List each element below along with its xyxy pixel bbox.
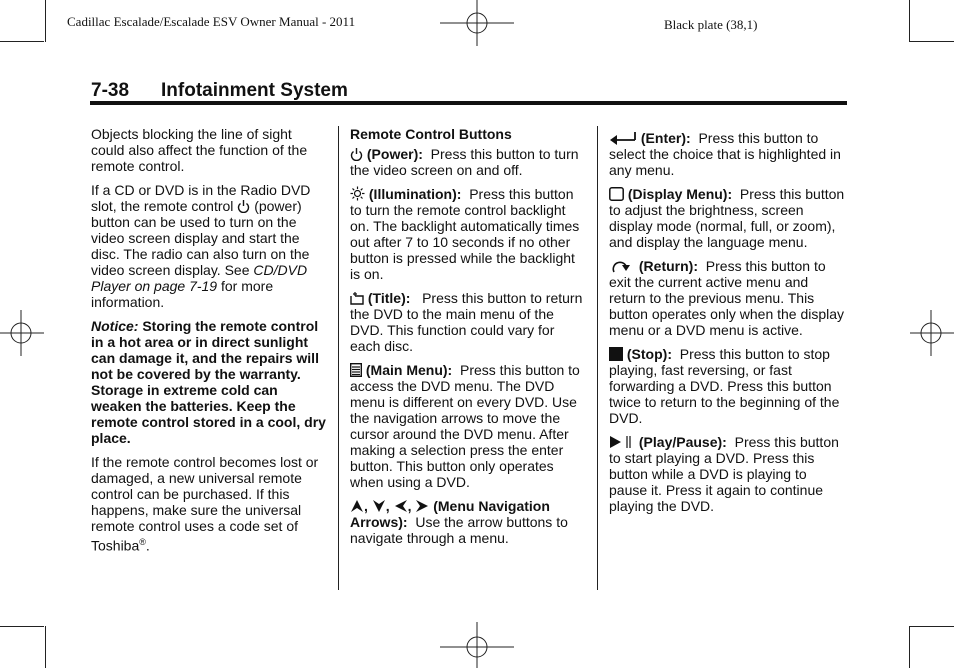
- text: (power) button can be used to turn on the video screen display and start the disc. The radio can also turn on the video screen display. See: [91, 198, 310, 278]
- text: Press this button to start playing a DVD. Press this button while a DVD is playing to pause it. Press it again to continue playing the DVD.: [609, 434, 839, 514]
- registration-mark-left: [0, 310, 44, 356]
- main-menu-label: (Main Menu):: [365, 362, 453, 378]
- return-label: (Return):: [638, 258, 698, 274]
- column-3: [609, 130, 845, 522]
- text: Press this button to adjust the brightness, screen display mode (normal, full, or zoom), and display the language menu.: [609, 186, 845, 250]
- cross-reference-link[interactable]: CD/DVD Player on page 7-19: [91, 262, 308, 294]
- text: Press this button to turn the remote control backlight on. The backlight automatically times out after 7 to 10 seconds if no other button is pressed while the backlight is on.: [350, 186, 580, 282]
- display-menu-entry: [609, 186, 845, 250]
- manual-title: Cadillac Escalade/Escalade ESV Owner Manual - 2011: [67, 14, 356, 29]
- navigation-label: (Menu Navigation Arrows):: [350, 498, 550, 530]
- display-menu-label: (Display Menu):: [627, 186, 733, 202]
- paragraph: Objects blocking the line of sight could also affect the function of the remote control.: [91, 126, 308, 174]
- column-divider: [338, 126, 339, 590]
- stop-icon: [609, 347, 623, 361]
- enter-entry: [609, 130, 845, 178]
- title-icon: [350, 291, 364, 305]
- illumination-icon: [350, 186, 365, 201]
- text: If the remote control becomes lost or damaged, a new universal remote control can be purchased. If this happens, make sure the universal remote control uses a code set of Toshiba: [91, 454, 319, 554]
- arrow-left-icon: [394, 499, 408, 513]
- power-icon: [350, 147, 363, 161]
- title-rule: [90, 101, 847, 105]
- column-2: [350, 126, 588, 554]
- crop-mark: [909, 0, 910, 42]
- power-entry: [350, 146, 588, 178]
- text: If a CD or DVD is in the Radio DVD slot, the remote control: [91, 182, 311, 214]
- black-plate-label: Black plate (38,1): [664, 17, 758, 32]
- text: Press this button to access the DVD menu. The DVD menu is different on every DVD. Use the navigation arrows to move the cursor around the DVD menu. After making a selection press the enter button. This button only operates when using a DVD.: [350, 362, 580, 490]
- page-title: [91, 80, 348, 102]
- illumination-label: (Illumination):: [368, 186, 462, 202]
- separator: ,: [407, 498, 412, 514]
- text: for more information.: [91, 278, 274, 310]
- title-label: (Title):: [367, 290, 411, 306]
- illumination-entry: [350, 186, 588, 282]
- section-heading: Remote Control Buttons: [350, 126, 512, 142]
- registration-mark-right: [910, 310, 954, 356]
- stop-entry: [609, 346, 845, 426]
- column-1: [91, 126, 327, 562]
- return-entry: [609, 258, 845, 338]
- text: .: [145, 537, 150, 554]
- arrow-down-icon: [372, 499, 386, 513]
- stop-label: (Stop):: [626, 346, 672, 362]
- enter-icon: [609, 131, 637, 145]
- power-label: (Power):: [366, 146, 423, 162]
- return-icon: [609, 259, 635, 273]
- crop-mark: [909, 626, 910, 668]
- arrow-right-icon: [415, 499, 429, 513]
- notice-label: Notice:: [91, 318, 139, 334]
- text: Press this button to select the choice that is highlighted in any menu.: [609, 130, 841, 178]
- text: Press this button to stop playing, fast reversing, or fast forwarding a DVD. Press this button twice to return to the beginning of the DVD.: [609, 346, 840, 426]
- play-pause-entry: [609, 434, 845, 514]
- menu-icon: [350, 363, 362, 377]
- paragraph: [91, 454, 327, 554]
- text: Press this button to return the DVD to the main menu of the DVD. This function could vary for each disc.: [350, 290, 583, 354]
- text: Use the arrow buttons to navigate through a menu.: [350, 514, 568, 546]
- notice: [91, 318, 327, 446]
- text: Press this button to exit the current active menu and return to the previous menu. This button operates only when the display menu or a DVD menu is active.: [609, 258, 845, 338]
- crop-mark: [45, 626, 46, 668]
- crop-mark: [910, 626, 954, 627]
- separator: ,: [385, 498, 390, 514]
- text: Press this button to turn the video screen on and off.: [350, 146, 579, 178]
- power-icon: [237, 199, 250, 213]
- play-pause-icon: [609, 435, 635, 449]
- crop-mark: [0, 41, 44, 42]
- registered-mark: ®: [139, 537, 146, 547]
- navigation-entry: [350, 498, 588, 546]
- title-entry: [350, 290, 588, 354]
- registration-mark-top: [440, 0, 514, 46]
- notice-text: Storing the remote control in a hot area or in direct sunlight can damage it, and the repairs will not be covered by the warranty. Storage in extreme cold can weaken the batteries. Keep the remote control stored in a cool, dry place.: [91, 318, 326, 446]
- paragraph: [91, 182, 327, 310]
- column-divider: [597, 126, 598, 590]
- section-title: Infotainment System: [161, 80, 348, 101]
- registration-mark-bottom: [440, 622, 514, 668]
- crop-mark: [910, 41, 954, 42]
- main-menu-entry: [350, 362, 588, 490]
- page-number: 7-38: [91, 80, 130, 101]
- enter-label: (Enter):: [640, 130, 691, 146]
- arrow-up-icon: [350, 499, 364, 513]
- crop-mark: [0, 626, 44, 627]
- display-icon: [609, 187, 624, 201]
- separator: ,: [364, 498, 368, 514]
- play-pause-label: (Play/Pause):: [638, 434, 727, 450]
- crop-mark: [45, 0, 46, 42]
